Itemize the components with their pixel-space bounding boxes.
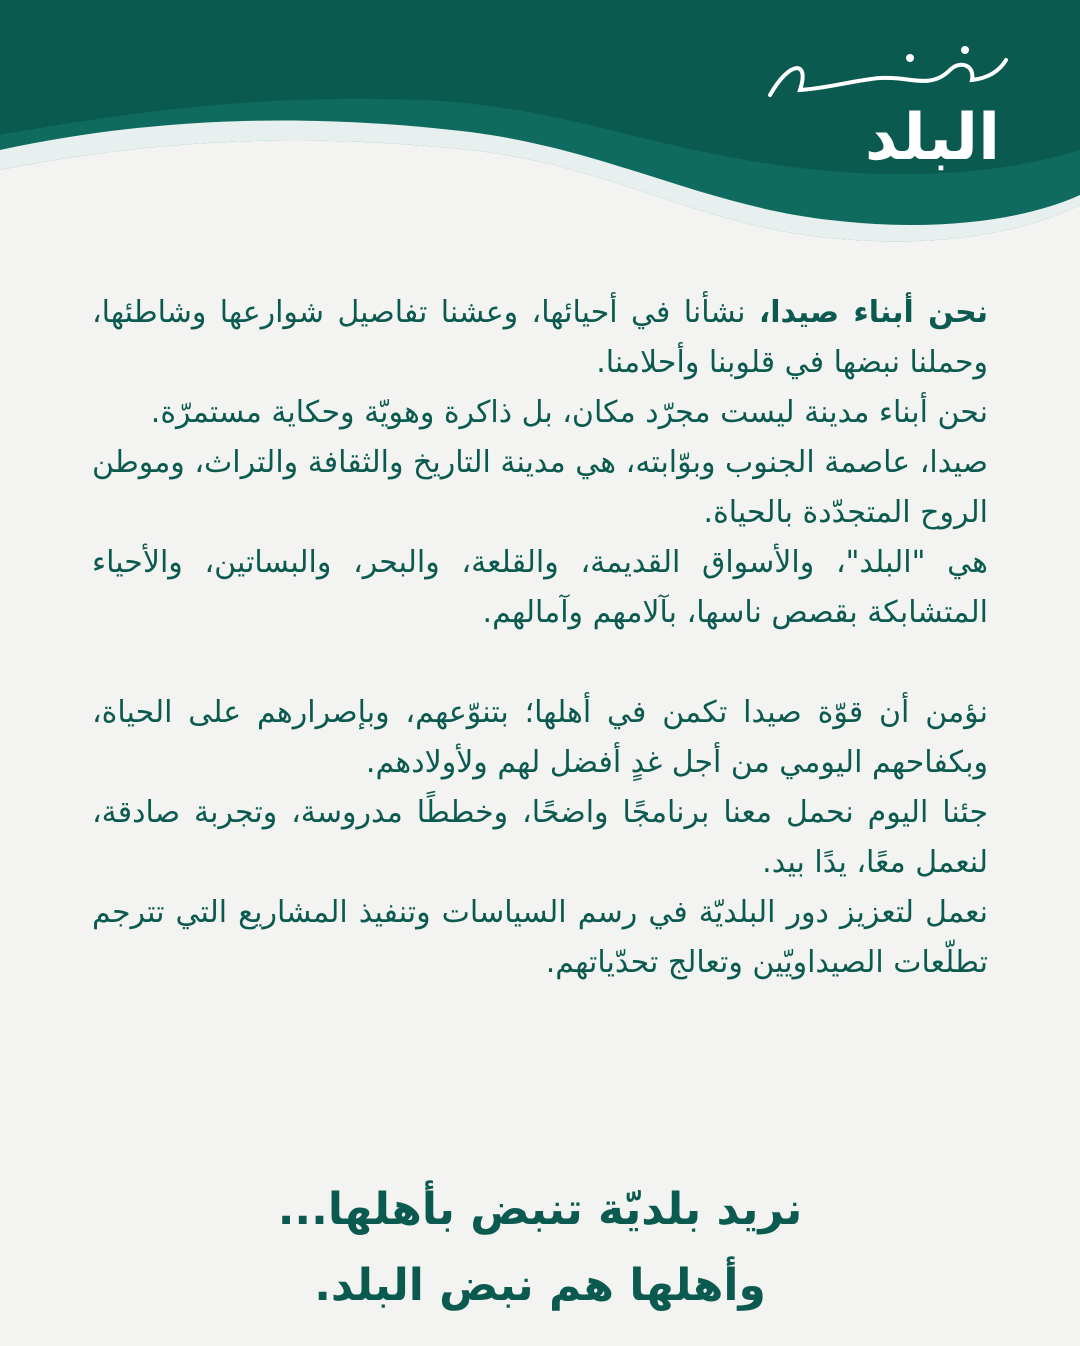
closing-line-2: وأهلها هم نبض البلد. <box>314 1260 766 1311</box>
logo-line2: البلد <box>864 101 1000 175</box>
paragraph-2: نحن أبناء مدينة ليست مجرّد مكان، بل ذاكرة وهويّة وحكاية مستمرّة. <box>150 395 988 430</box>
paragraph-7: نعمل لتعزيز دور البلديّة في رسم السياسات وتنفيذ المشاريع التي تترجم تطلّعات الصيداويّين وتعالج تحدّياتهم. <box>92 895 988 980</box>
closing-slogan <box>0 1172 1080 1324</box>
paragraph-1-bold: نحن أبناء صيدا، <box>758 295 988 330</box>
body-text <box>92 288 988 988</box>
brand-logo <box>760 40 1010 180</box>
logo-line1 <box>918 44 990 90</box>
paragraph-4: هي "البلد"، والأسواق القديمة، والقلعة، والبحر، والبساتين، والأحياء المتشابكة بقصص ناسها، بآلامهم وآمالهم. <box>92 545 988 630</box>
paragraph-3: صيدا، عاصمة الجنوب وبوّابته، هي مدينة التاريخ والثقافة والتراث، وموطن الروح المتجدّدة بالحياة. <box>92 445 988 530</box>
closing-line-1: نريد بلديّة تنبض بأهلها... <box>277 1184 803 1235</box>
paragraph-5: نؤمن أن قوّة صيدا تكمن في أهلها؛ بتنوّعهم، وبإصرارهم على الحياة، وبكفاحهم اليومي من أجل غدٍ أفضل لهم ولأولادهم. <box>92 695 988 780</box>
paragraph-1-rest: نشأنا في أحيائها، وعشنا تفاصيل شوارعها وشاطئها، وحملنا نبضها في قلوبنا وأحلامنا. <box>92 295 988 380</box>
paragraph-1 <box>92 288 988 388</box>
paragraph-gap <box>92 638 988 688</box>
paragraph-6: جئنا اليوم نحمل معنا برنامجًا واضحًا، وخططًا مدروسة، وتجربة صادقة، لنعمل معًا، يدًا بيد. <box>92 795 988 880</box>
